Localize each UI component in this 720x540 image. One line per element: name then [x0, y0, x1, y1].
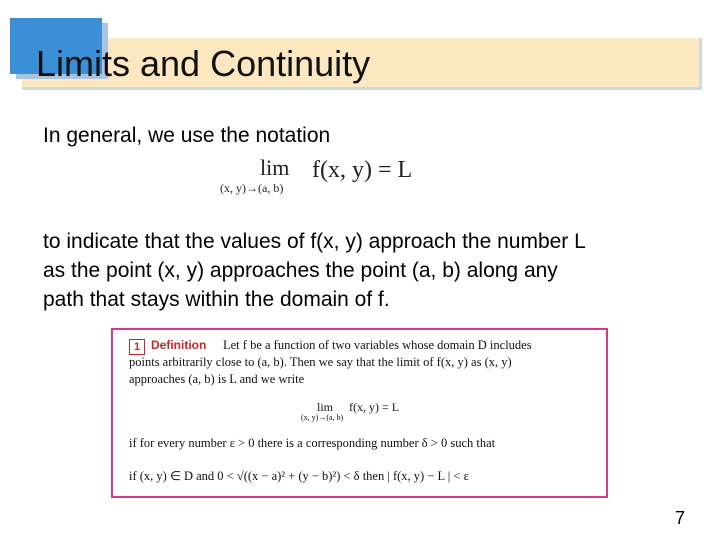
definition-line: approaches (a, b) is L and we write [129, 372, 305, 386]
definition-implication: if (x, y) ∈ D and 0 < √((x − a)² + (y − b)²) < δ then | f(x, y) − L | < ε [129, 469, 469, 483]
definition-box [111, 328, 608, 498]
lim-subscript: (x, y)→(a, b) [220, 181, 284, 195]
definition-lim-subscript: (x, y)→(a, b) [301, 413, 344, 422]
body-line: as the point (x, y) approaches the point (a, b) along any [43, 259, 558, 282]
definition-line: points arbitrarily close to (a, b). Then we say that the limit of f(x, y) as (x, y) [129, 355, 512, 369]
page-number: 7 [675, 508, 686, 528]
definition-condition: if for every number ε > 0 there is a corresponding number δ > 0 such that [129, 436, 496, 450]
definition-number: 1 [129, 339, 145, 355]
body-line: path that stays within the domain of f. [43, 288, 390, 311]
slide-title: Limits and Continuity [36, 43, 371, 84]
definition-line: Let f be a function of two variables whose domain D includes [223, 338, 532, 352]
body-paragraph [43, 227, 683, 314]
lim-expression: f(x, y) = L [312, 157, 413, 183]
body-line: to indicate that the values of f(x, y) approach the number L [43, 230, 586, 253]
definition-lim-word: lim [317, 400, 334, 414]
lim-word: lim [260, 155, 290, 180]
intro-text: In general, we use the notation [43, 124, 331, 147]
definition-label: Definition [151, 338, 207, 352]
definition-lim-expression: f(x, y) = L [349, 400, 400, 414]
